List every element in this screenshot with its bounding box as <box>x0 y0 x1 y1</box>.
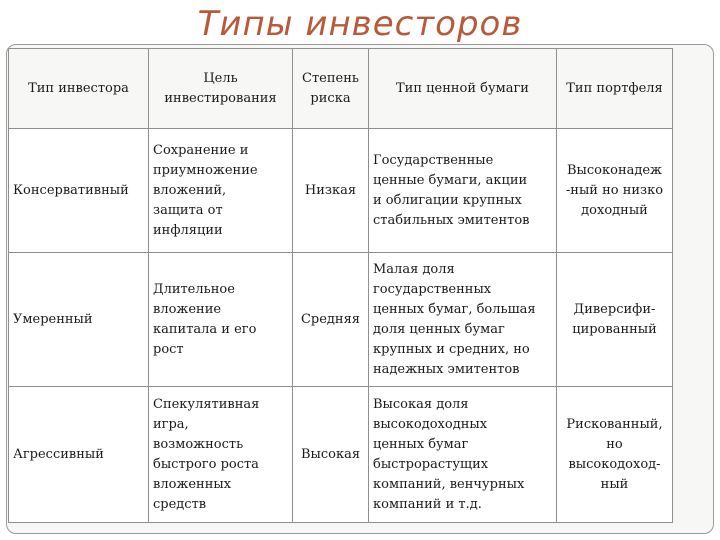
cell-security: Малая доля государственных ценных бумаг, большая доля ценных бумаг крупных и средних, но надежных эмитентов <box>369 253 557 387</box>
cell-portfolio: Высоконадеж -ный но низко доходный <box>557 129 673 253</box>
table-header-row <box>9 49 673 129</box>
table-row <box>9 387 673 523</box>
table-row <box>9 253 673 387</box>
table-row <box>9 129 673 253</box>
investor-types-table <box>8 48 673 523</box>
cell-investor: Умеренный <box>9 253 149 387</box>
cell-risk: Средняя <box>293 253 369 387</box>
cell-risk: Низкая <box>293 129 369 253</box>
page-title: Типы инвесторов <box>197 4 523 44</box>
cell-investor: Агрессивный <box>9 387 149 523</box>
header-portfolio-type: Тип портфеля <box>557 49 673 129</box>
cell-portfolio: Рискованный, но высокодоход- ный <box>557 387 673 523</box>
cell-goal: Длительное вложение капитала и его рост <box>149 253 293 387</box>
cell-risk: Высокая <box>293 387 369 523</box>
cell-security: Государственные ценные бумаги, акции и облигации крупных стабильных эмитентов <box>369 129 557 253</box>
cell-investor: Консервативный <box>9 129 149 253</box>
cell-security: Высокая доля высокодоходных ценных бумаг быстрорастущих компаний, венчурных компаний и т.д. <box>369 387 557 523</box>
cell-portfolio: Диверсифи- цированный <box>557 253 673 387</box>
header-risk: Степень риска <box>293 49 369 129</box>
header-investor-type: Тип инвестора <box>9 49 149 129</box>
header-goal: Цель инвестирования <box>149 49 293 129</box>
cell-goal: Сохранение и приумножение вложений, защита от инфляции <box>149 129 293 253</box>
cell-goal: Спекулятивная игра, возможность быстрого роста вложенных средств <box>149 387 293 523</box>
header-security-type: Тип ценной бумаги <box>369 49 557 129</box>
